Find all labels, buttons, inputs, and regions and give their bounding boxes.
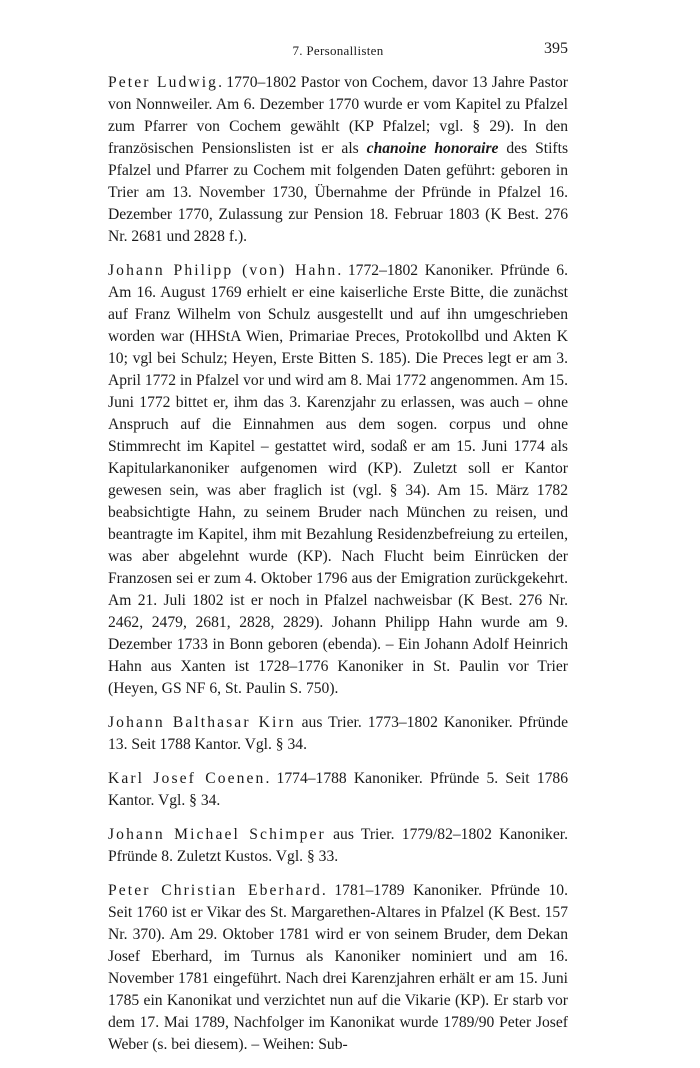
running-head: 7. Personallisten bbox=[292, 43, 384, 58]
entry-text: aus Trier. 1779/82–1802 Kanoniker. Pfründe 8. Zuletzt Kustos. Vgl. § 33. bbox=[108, 826, 568, 865]
person-name: Johann Balthasar Kirn bbox=[108, 714, 296, 731]
entry-text: . 1774–1788 Kanoniker. Pfründe 5. Seit 1786 Kantor. Vgl. § 34. bbox=[108, 770, 569, 809]
person-name: Johann Philipp (von) Hahn bbox=[108, 262, 338, 279]
entry-text: . 1772–1802 Kanoniker. Pfründe 6. Am 16. August 1769 erhielt er eine kaiserliche Erste Bitte, die zunächst auf Franz Wilhelm von Schulz ausgestellt und auf ihn umgeschrieben worden war (HHStA Wien, Primariae Preces, Protokollbd und Akten K 10; vgl bei Schulz; Heyen, Erste Bitten S. 185). Die Preces legt er am 3. April 1772 in Pfalzel vor und wird am 8. Mai 1772 angenommen. Am 15. Juni 1772 bittet er, ihm das 3. Karenzjahr zu erlassen, was auch – ohne Anspruch auf die Einnahmen aus dem sogen. corpus und ohne Stimmrecht im Kapitel – gestattet wird, sodaß er am 15. Juni 1774 als Kapitularkanoniker aufgenomen wird (KP). Zuletzt soll er Kantor gewesen sein, was aber fraglich ist (vgl. § 34). Am 15. März 1782 beabsichtigte Hahn, zu seinem Bruder nach München zu reisen, und beantragte im Kapitel, ihm mit Bezahlung Residenzbefreiung zu erteilen, was aber abgelehnt wurde (KP). Nach Flucht beim Einrücken der Franzosen sei er zum 4. Oktober 1796 aus der Emigration zurückgekehrt. Am 21. Juli 1802 ist er noch in Pfalzel nachweisbar (K Best. 276 Nr. 2462, 2479, 2681, 2828, 2829). Johann Philipp Hahn wurde am 9. Dezember 1733 in Bonn geboren (ebenda). – Ein Johann Adolf Heinrich Hahn aus Xanten ist 1728–1776 Kanoniker in St. Paulin vor Trier (Heyen, GS NF 6, St. Paulin S. 750). bbox=[108, 262, 568, 697]
entry-text: des Stifts Pfalzel und Pfarrer zu Cochem mit folgenden Daten geführt: geboren in Trier am 13. November 1730, Übernahme der Pfründe in Pfalzel 16. Dezember 1770, Zulassung zur Pension 18. Februar 1803 (K Best. 276 Nr. 2681 und 2828 f.). bbox=[108, 140, 569, 245]
page-number: 395 bbox=[544, 40, 568, 57]
page-header bbox=[108, 40, 568, 62]
entry-peter-christian-eberhard bbox=[108, 880, 568, 1056]
entry-johann-michael-schimper bbox=[108, 824, 568, 868]
person-name: Johann Michael Schimper bbox=[108, 826, 326, 843]
entry-text: aus Trier. 1773–1802 Kanoniker. Pfründe 13. Seit 1788 Kantor. Vgl. § 34. bbox=[108, 714, 568, 753]
entry-text: . 1770–1802 Pastor von Cochem, davor 13 Jahre Pastor von Nonnweiler. Am 6. Dezember 1770 wurde er vom Kapitel zu Pfalzel zum Pfarrer von Cochem gewählt (KP Pfalzel; vgl. § 29). In den französischen Pensionslisten ist er als bbox=[108, 74, 568, 157]
entry-peter-ludwig bbox=[108, 72, 568, 248]
body-text bbox=[108, 72, 568, 1068]
entry-johann-balthasar-kirn bbox=[108, 712, 568, 756]
entry-text: . 1781–1789 Kanoniker. Pfründe 10. Seit 1760 ist er Vikar des St. Margarethen-Altares in Pfalzel (K Best. 157 Nr. 370). Am 29. Oktober 1781 wird er von seinem Bruder, dem Dekan Josef Eberhard, im Turnus als Kanoniker nominiert und am 16. November 1781 eingeführt. Nach drei Karenzjahren erhält er am 15. Juni 1785 ein Kanonikat und verzichtet nun auf die Vikarie (KP). Er starb vor dem 17. Mai 1789, Nachfolger im Kanonikat wurde 1789/90 Peter Josef Weber (s. bei diesem). – Weihen: Sub- bbox=[108, 882, 568, 1053]
person-name: Peter Christian Eberhard bbox=[108, 882, 322, 899]
person-name: Karl Josef Coenen bbox=[108, 770, 266, 787]
entry-johann-philipp-hahn bbox=[108, 260, 568, 700]
entry-italic-term: chanoine honoraire bbox=[366, 140, 499, 157]
entry-karl-josef-coenen bbox=[108, 768, 568, 812]
person-name: Peter Ludwig bbox=[108, 74, 219, 91]
